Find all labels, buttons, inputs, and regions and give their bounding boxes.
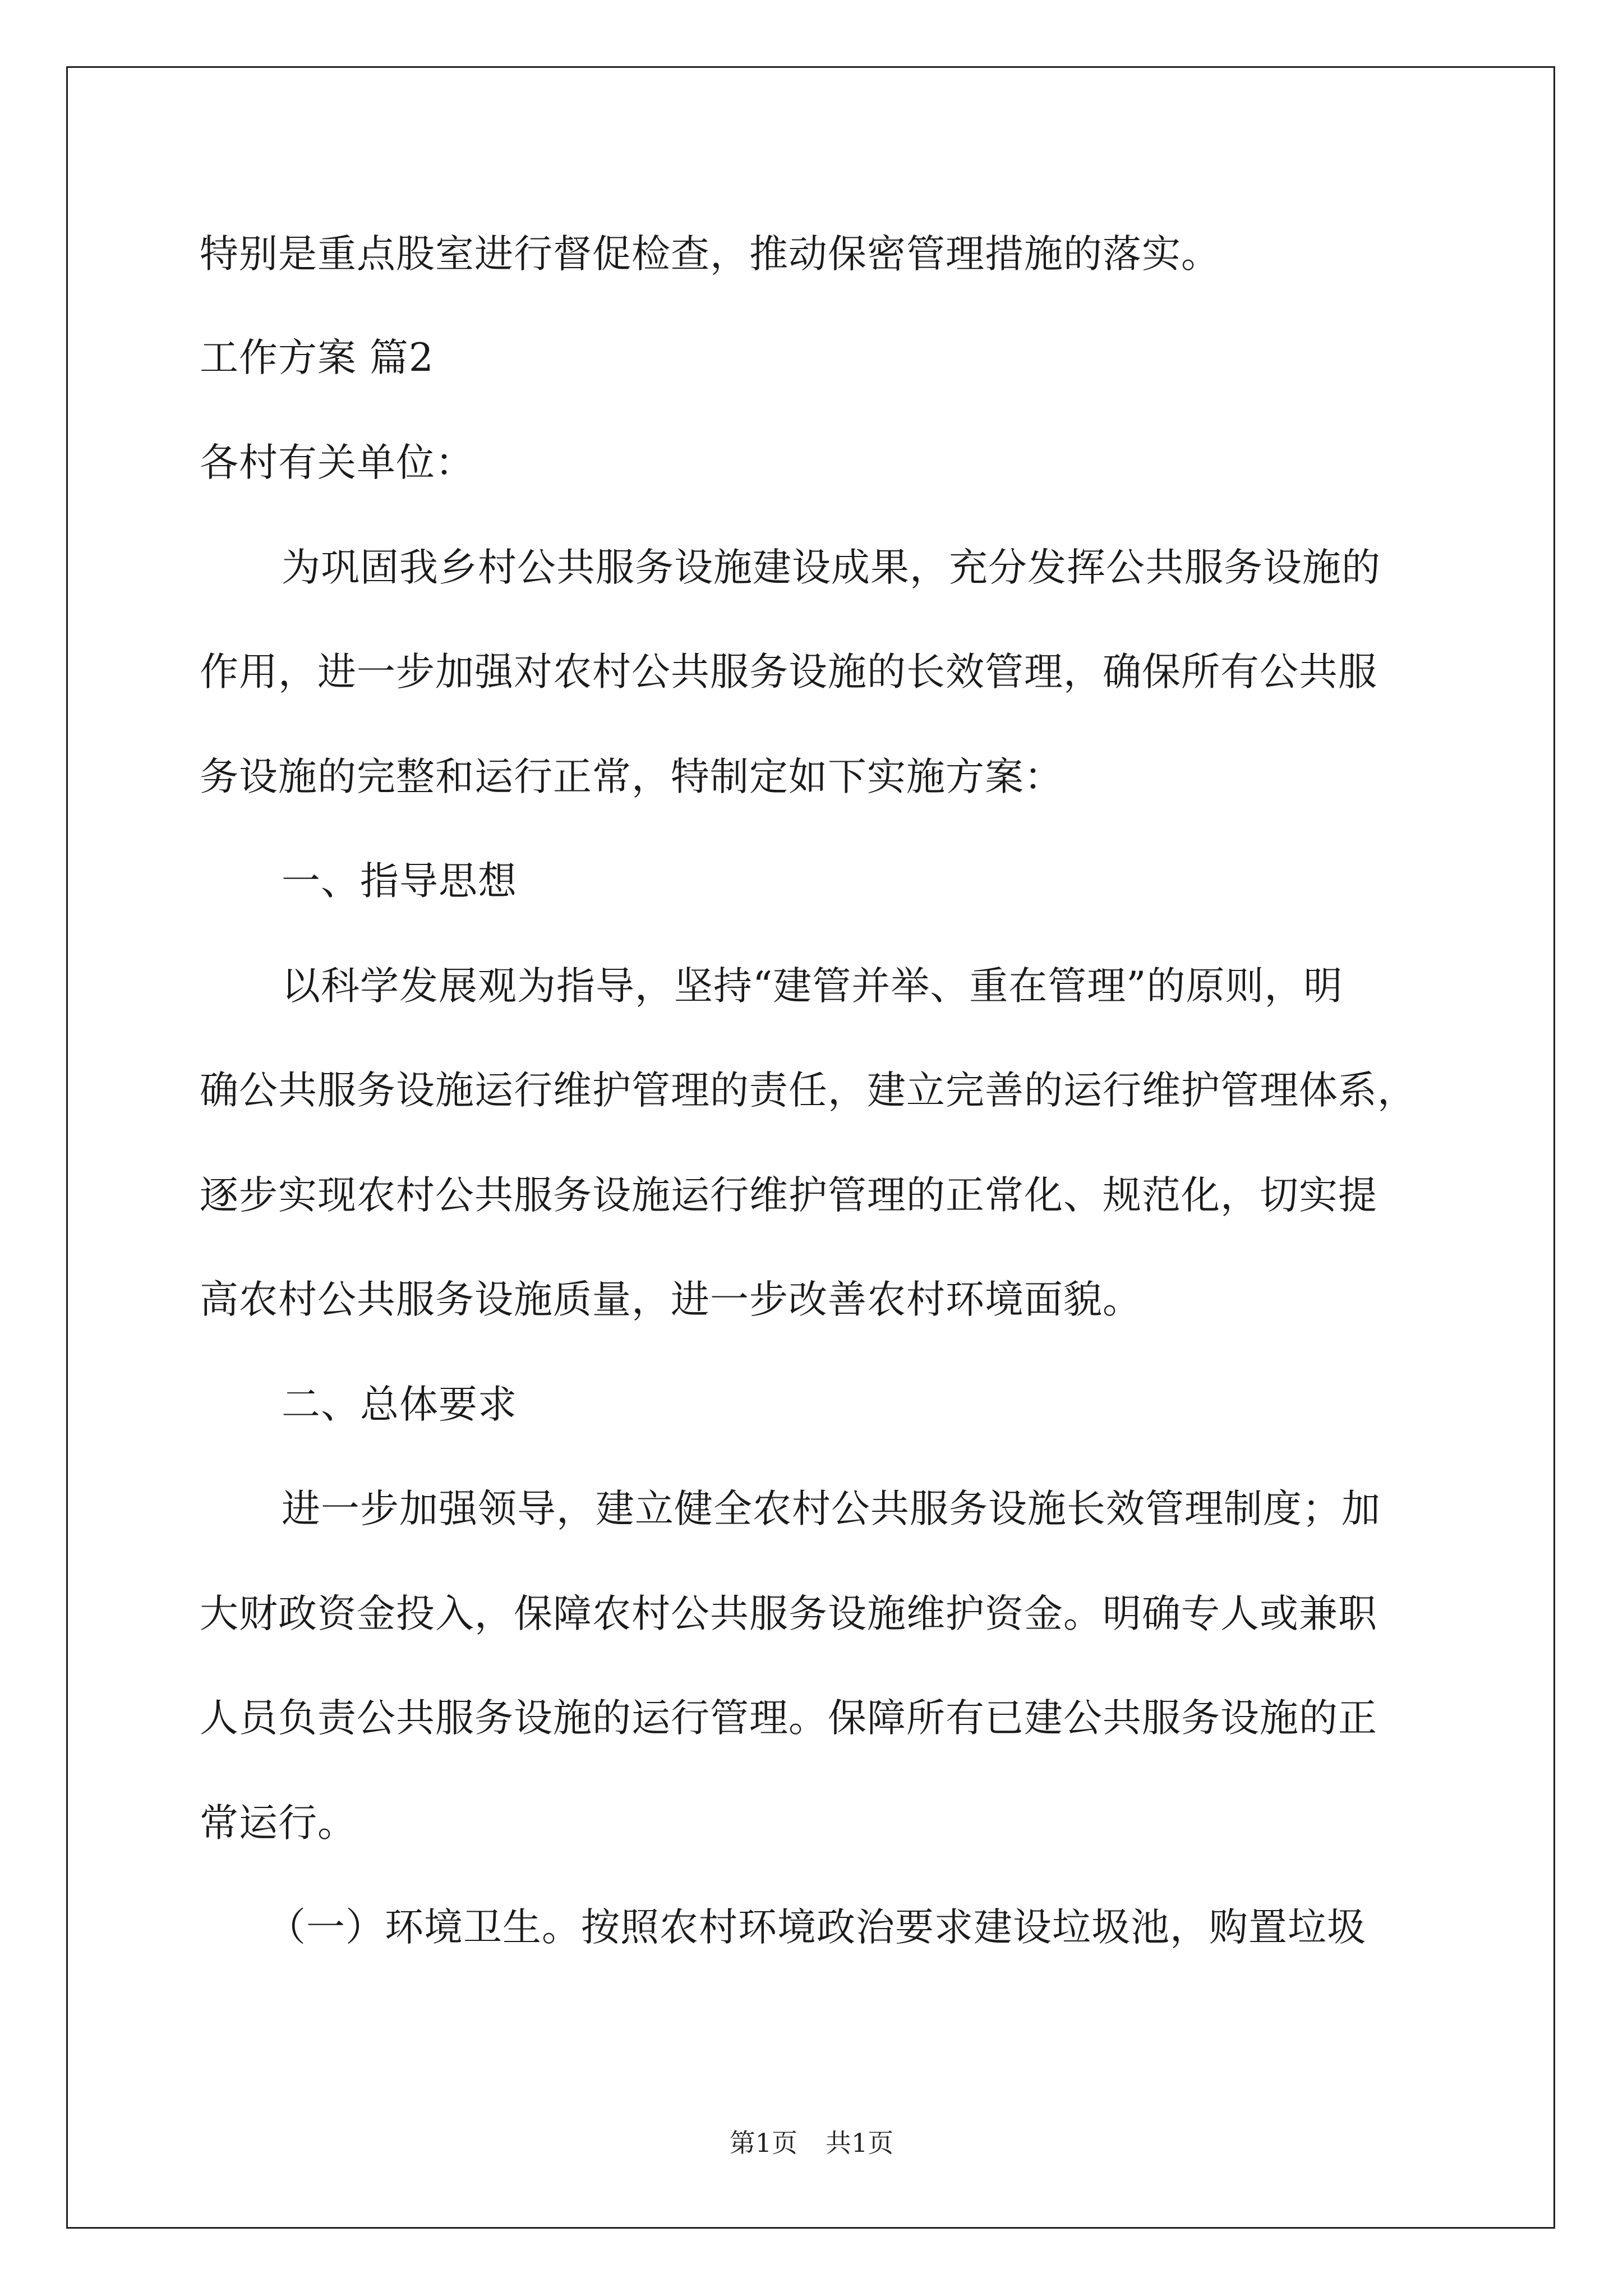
paragraph-line: 逐步实现农村公共服务设施运行维护管理的正常化、规范化，切实提	[200, 1173, 1377, 1218]
section-heading: 工作方案 篇2	[200, 335, 434, 380]
subheading: 一、指导思想	[282, 859, 517, 904]
salutation: 各村有关单位：	[200, 440, 474, 485]
paragraph-line: 高农村公共服务设施质量，进一步改善农村环境面貌。	[200, 1277, 1142, 1322]
page-footer	[0, 2126, 1623, 2160]
subheading: 二、总体要求	[282, 1382, 517, 1427]
paragraph-line: 以科学发展观为指导，坚持“建管并举、重在管理”的原则，明	[282, 964, 1343, 1009]
paragraph-line: 常运行。	[200, 1801, 357, 1846]
paragraph-line: 进一步加强领导，建立健全农村公共服务设施长效管理制度；加	[282, 1487, 1381, 1531]
paragraph-line: （一）环境卫生。按照农村环境政治要求建设垃圾池，购置垃圾	[267, 1905, 1366, 1950]
page-number-current: 第1页	[729, 2128, 797, 2158]
paragraph-line: 作用，进一步加强对农村公共服务设施的长效管理，确保所有公共服	[200, 650, 1377, 694]
paragraph-line: 为巩固我乡村公共服务设施建设成果，充分发挥公共服务设施的	[282, 545, 1381, 590]
paragraph-line: 人员负责公共服务设施的运行管理。保障所有已建公共服务设施的正	[200, 1696, 1377, 1741]
paragraph-line: 确公共服务设施运行维护管理的责任，建立完善的运行维护管理体系，	[200, 1068, 1417, 1113]
page-number-total: 共1页	[826, 2128, 894, 2158]
paragraph-line: 务设施的完整和运行正常，特制定如下实施方案：	[200, 754, 1063, 799]
paragraph-line: 大财政资金投入，保障农村公共服务设施维护资金。明确专人或兼职	[200, 1591, 1377, 1636]
text-line: 特别是重点股室进行督促检查，推动保密管理措施的落实。	[200, 232, 1220, 277]
